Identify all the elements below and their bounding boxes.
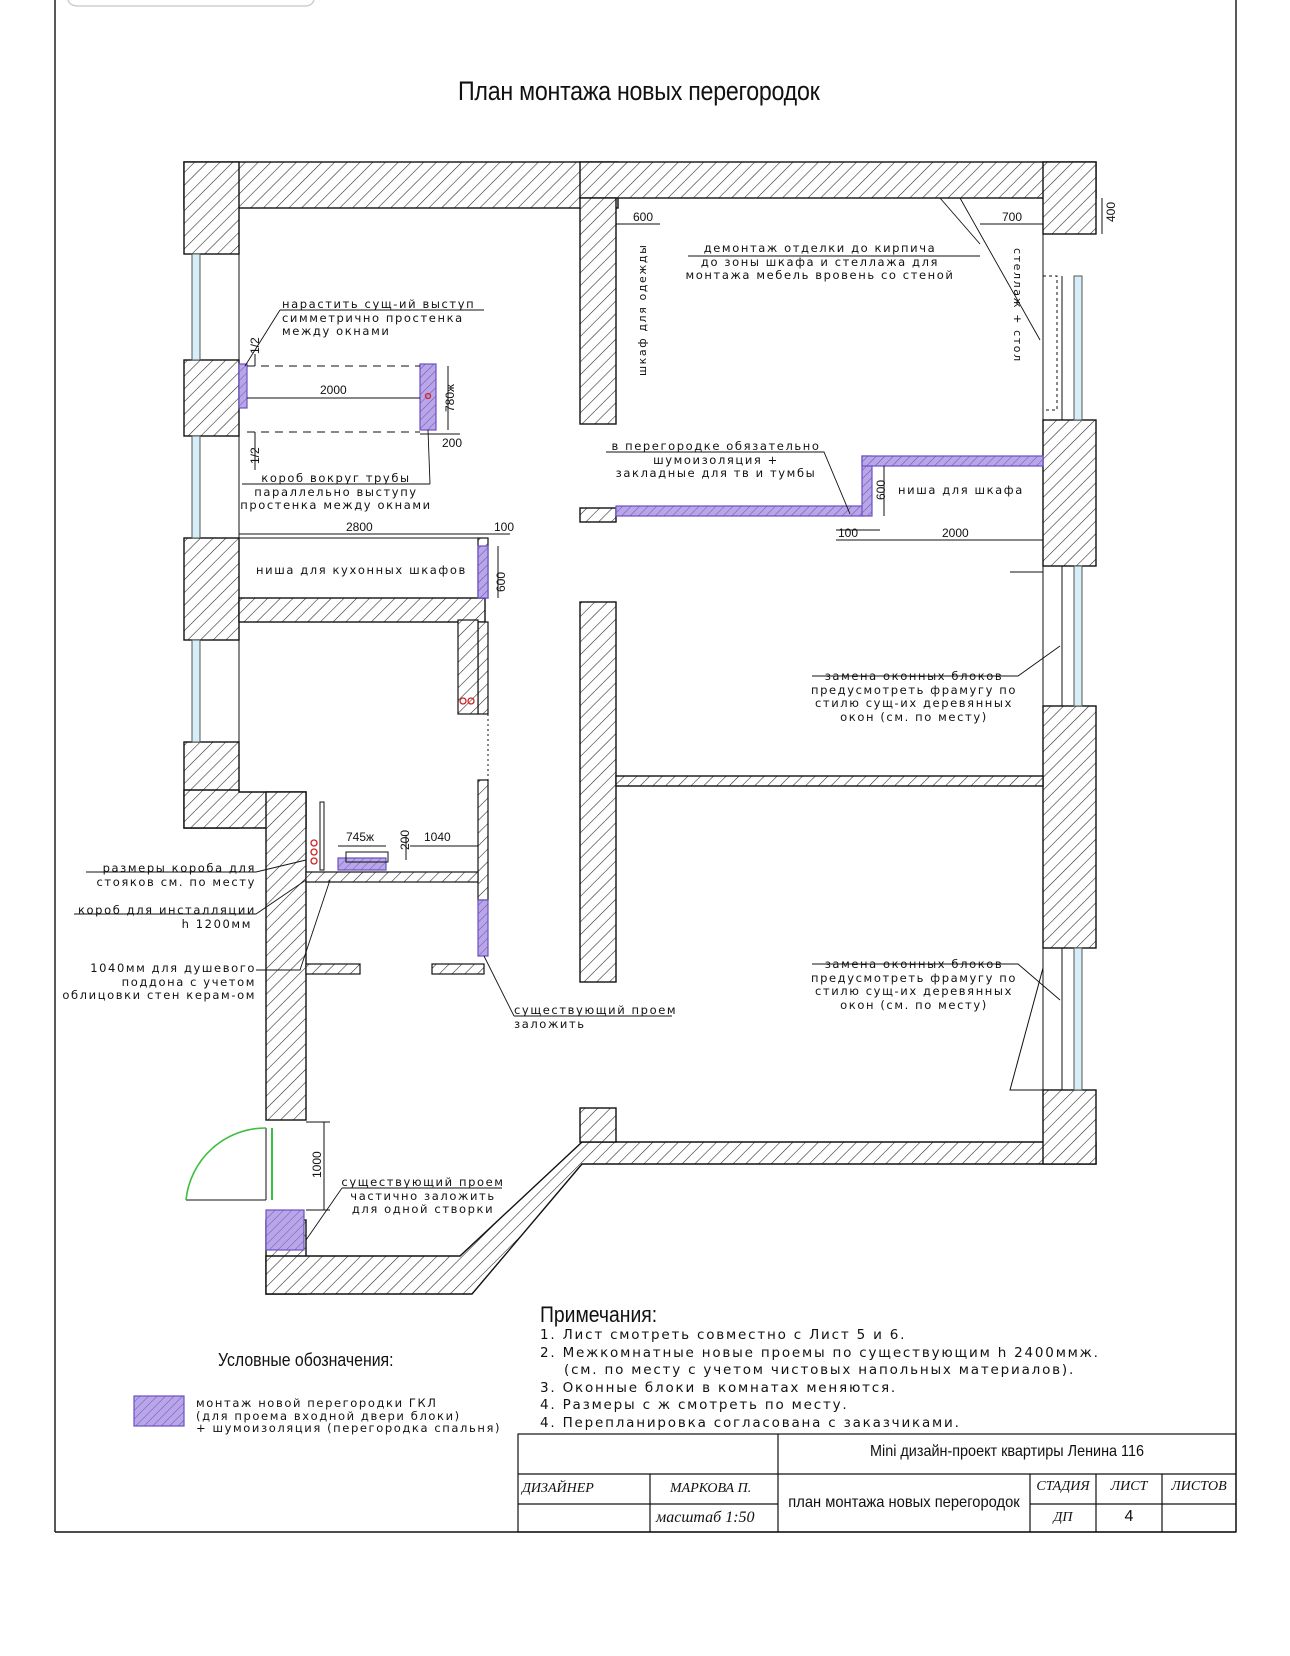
title-block-stage-label: СТАДИЯ bbox=[1036, 1479, 1090, 1494]
dim-200-bath: 200 bbox=[398, 829, 412, 850]
title-block-sheet-no: 4 bbox=[1124, 1508, 1134, 1525]
dim-200-upper: 200 bbox=[442, 436, 463, 450]
label-kitchen-niche: ниша для кухонных шкафов bbox=[256, 563, 467, 577]
dim-2800: 2800 bbox=[346, 520, 373, 534]
dim-600-top: 600 bbox=[633, 210, 654, 224]
dim-half-bottom: 1/2 bbox=[248, 447, 262, 464]
title-block-scale: масштаб 1:50 bbox=[656, 1509, 755, 1526]
note-install-box: короб для инсталляции h 1200мм bbox=[78, 903, 256, 931]
dim-1040: 1040 bbox=[424, 830, 451, 844]
title-block-sheets-label: ЛИСТОВ bbox=[1171, 1479, 1227, 1494]
dim-400: 400 bbox=[1104, 201, 1118, 222]
legend-heading: Условные обозначения: bbox=[218, 1350, 394, 1370]
dim-700: 700 bbox=[1002, 210, 1023, 224]
dim-745: 745ж bbox=[346, 830, 375, 844]
dim-600-kitchen: 600 bbox=[494, 571, 508, 592]
dim-100-niche: 100 bbox=[838, 526, 859, 540]
note-build-up: нарастить сущ-ий выступ симметрично простенка между окнами bbox=[282, 297, 476, 338]
note-item: 4. Перепланировка согласована с заказчиками. bbox=[540, 1414, 961, 1431]
note-item: 3. Оконные блоки в комнатах меняются. bbox=[540, 1379, 898, 1396]
dim-100-kitchen: 100 bbox=[494, 520, 515, 534]
title-block-project: Mini дизайн-проект квартиры Ленина 116 bbox=[870, 1443, 1144, 1460]
note-window-replace-2: замена оконных блоков предусмотреть фрамугу по стилю сущ-их деревянных окон (см. по месту) bbox=[810, 957, 1017, 1012]
note-shower: 1040мм для душевого поддона с учетом облицовки стен керам-ом bbox=[62, 961, 256, 1002]
note-item: 1. Лист смотреть совместно с Лист 5 и 6. bbox=[540, 1327, 907, 1343]
dim-2000-upper: 2000 bbox=[320, 383, 347, 397]
note-item: 4. Размеры с ж смотреть по месту. bbox=[540, 1397, 849, 1413]
note-opening-close: существующий проем заложить bbox=[514, 1003, 678, 1031]
note-demolition: демонтаж отделки до кирпича до зоны шкафа и стеллажа для монтажа мебель вровень со стеной bbox=[685, 241, 955, 282]
note-item: (см. по месту с учетом чистовых напольных материалов). bbox=[564, 1362, 1076, 1378]
label-wardrobe-clothes: шкаф для одежды bbox=[636, 243, 649, 376]
dim-1000: 1000 bbox=[310, 1151, 324, 1178]
label-shelving-desk: стеллаж + стол bbox=[1011, 248, 1024, 363]
notes-heading: Примечания: bbox=[540, 1302, 658, 1327]
note-pipe-box: короб вокруг трубы параллельно выступу простенка между окнами bbox=[240, 471, 432, 512]
sheet-title: План монтажа новых перегородок bbox=[458, 76, 820, 106]
title-block-sheet-label: ЛИСТ bbox=[1110, 1479, 1148, 1494]
dim-2000-niche: 2000 bbox=[942, 526, 969, 540]
note-opening-partial: существующий проем частично заложить для одной створки bbox=[341, 1175, 505, 1216]
dim-780: 780ж bbox=[443, 383, 457, 412]
title-block-designer: МАРКОВА П. bbox=[670, 1481, 752, 1496]
legend-item: монтаж новой перегородки ГКЛ (для проема входной двери блоки) + шумоизоляция (перегородка спальня) bbox=[196, 1396, 502, 1435]
title-block-role: ДИЗАЙНЕР bbox=[522, 1481, 594, 1496]
dim-half-top: 1/2 bbox=[248, 337, 262, 354]
note-partition: в перегородке обязательно шумоизоляция + закладные для тв и тумбы bbox=[611, 439, 821, 480]
dim-600-niche: 600 bbox=[874, 479, 888, 500]
note-window-replace-1: замена оконных блоков предусмотреть фрамугу по стилю сущ-их деревянных окон (см. по месту) bbox=[810, 669, 1017, 724]
label-wardrobe-niche: ниша для шкафа bbox=[898, 483, 1024, 497]
note-item: 2. Межкомнатные новые проемы по существующим h 2400ммж. bbox=[540, 1344, 1100, 1361]
title-block-sheet-name: план монтажа новых перегородок bbox=[788, 1494, 1020, 1511]
title-block-stage: ДП bbox=[1053, 1510, 1073, 1525]
note-riser-box: размеры короба для стояков см. по месту bbox=[96, 861, 256, 889]
notes-list bbox=[540, 1327, 1100, 1432]
